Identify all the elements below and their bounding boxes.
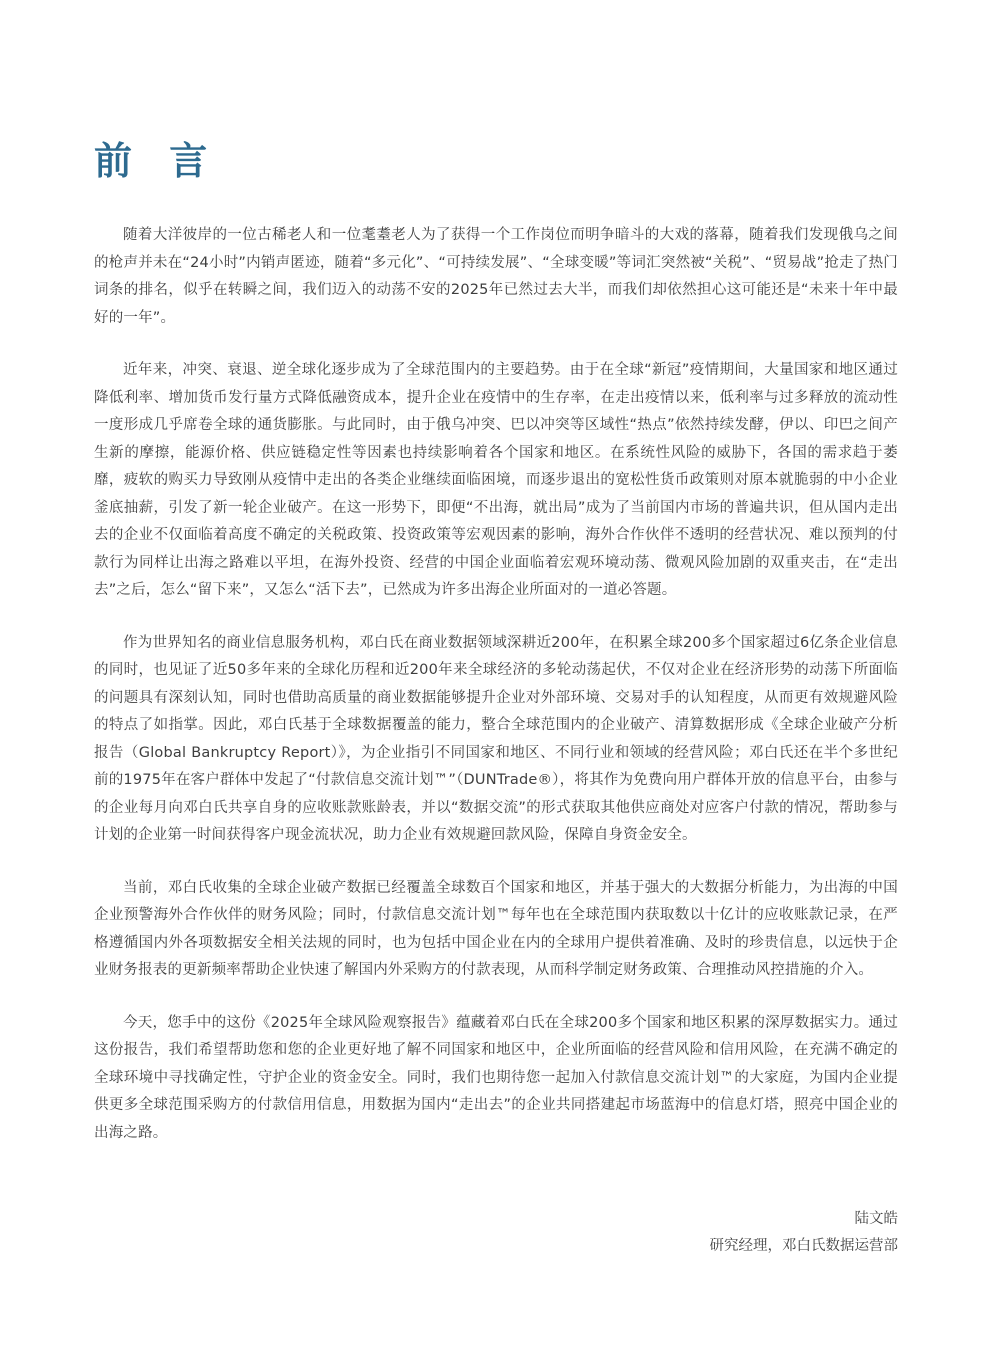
page-title: 前 言 [94, 139, 220, 183]
signature-block [710, 1206, 899, 1260]
paragraph-3: 作为世界知名的商业信息服务机构，邓白氏在商业数据领域深耕近200年，在积累全球200多个国家超过6亿条企业信息的同时，也见证了近50多年来的全球化历程和近200年来全球经济的多轮动荡起伏，不仅对企业在经济形势的动荡下所面临的问题具有深刻认知，同时也借助高质量的商业数据能够提升企业对外部环境、交易对手的认知程度，从而更有效规避风险的特点了如指掌。因此，邓白氏基于全球数据覆盖的能力，整合全球范围内的企业破产、清算数据形成《全球企业破产分析报告（Global Bankruptcy Report）》，为企业指引不同国家和地区、不同行业和领域的经营风险；邓白氏还在半个多世纪前的1975年在客户群体中发起了“付款信息交流计划™”（DUNTrade®），将其作为免费向用户群体开放的信息平台，由参与的企业每月向邓白氏共享自身的应收账款账龄表，并以“数据交流”的形式获取其他供应商处对应客户付款的情况，帮助参与计划的企业第一时间获得客户现金流状况，助力企业有效规避回款风险，保障自身资金安全。 [94, 634, 898, 843]
preface-body [94, 222, 898, 1172]
paragraph-2: 近年来，冲突、衰退、逆全球化逐步成为了全球范围内的主要趋势。由于在全球“新冠”疫情期间，大量国家和地区通过降低利率、增加货币发行量方式降低融资成本，提升企业在疫情中的生存率，在走出疫情以来，低利率与过多释放的流动性一度形成几乎席卷全球的通货膨胀。与此同时，由于俄乌冲突、巴以冲突等区域性“热点”依然持续发酵，伊以、印巴之间产生新的摩擦，能源价格、供应链稳定性等因素也持续影响着各个国家和地区。在系统性风险的威胁下，各国的需求趋于萎靡，疲软的购买力导致刚从疫情中走出的各类企业继续面临困境，而逐步退出的宽松性货币政策则对原本就脆弱的中小企业釜底抽薪，引发了新一轮企业破产。在这一形势下，即便“不出海，就出局”成为了当前国内市场的普遍共识，但从国内走出去的企业不仅面临着高度不确定的关税政策、投资政策等宏观因素的影响，海外合作伙伴不透明的经营状况、难以预判的付款行为同样让出海之路难以平坦，在海外投资、经营的中国企业面临着宏观环境动荡、微观风险加剧的双重夹击，在“走出去”之后，怎么“留下来”，又怎么“活下去”，已然成为许多出海企业所面对的一道必答题。 [94, 362, 898, 598]
paragraph-4: 当前，邓白氏收集的全球企业破产数据已经覆盖全球数百个国家和地区，并基于强大的大数据分析能力，为出海的中国企业预警海外合作伙伴的财务风险；同时，付款信息交流计划™每年也在全球范围内获取数以十亿计的应收账款记录，在严格遵循国内外各项数据安全相关法规的同时，也为包括中国企业在内的全球用户提供着准确、及时的珍贵信息，以远快于企业财务报表的更新频率帮助企业快速了解国内外采购方的付款表现，从而科学制定财务政策、合理推动风控措施的介入。 [94, 879, 898, 978]
paragraph-5: 今天，您手中的这份《2025年全球风险观察报告》蕴藏着邓白氏在全球200多个国家和地区积累的深厚数据实力。通过这份报告，我们希望帮助您和您的企业更好地了解不同国家和地区中，企业所面临的经营风险和信用风险，在充满不确定的全球环境中寻找确定性，守护企业的资金安全。同时，我们也期待您一起加入付款信息交流计划™的大家庭，为国内企业提供更多全球范围采购方的付款信用信息，用数据为国内“走出去”的企业共同搭建起市场蓝海中的信息灯塔，照亮中国企业的出海之路。 [94, 1014, 898, 1141]
signature-name: 陆文皓 [854, 1211, 898, 1227]
signature-position: 研究经理，邓白氏数据运营部 [709, 1238, 898, 1254]
paragraph-1: 随着大洋彼岸的一位古稀老人和一位耄耋老人为了获得一个工作岗位而明争暗斗的大戏的落幕，随着我们发现俄乌之间的枪声并未在“24小时”内销声匿迹，随着“多元化”、“可持续发展”、“全球变暖”等词汇突然被“关税”、“贸易战”抢走了热门词条的排名，似乎在转瞬之间，我们迈入的动荡不安的2025年已然过去大半，而我们却依然担心这可能还是“未来十年中最好的一年”。 [94, 227, 898, 326]
